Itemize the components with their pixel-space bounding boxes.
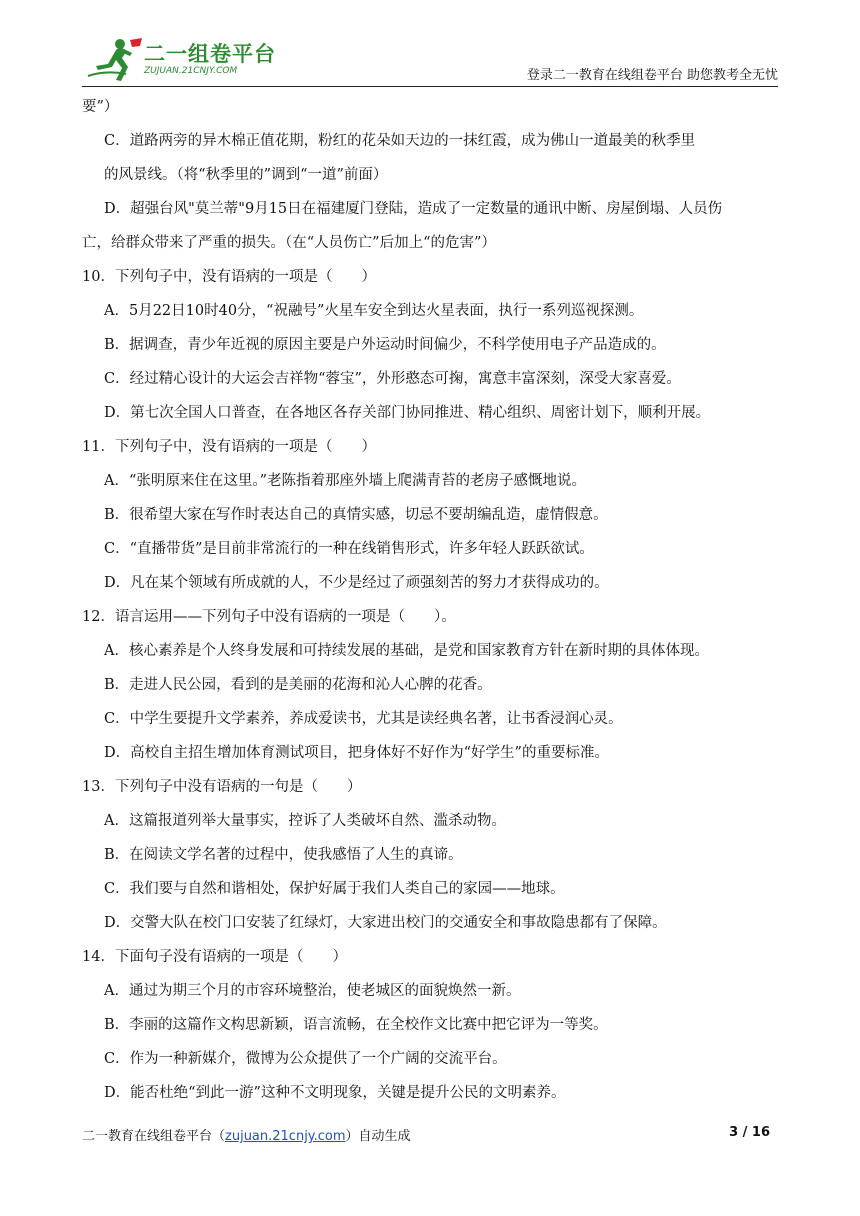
text-line: C．“直播带货”是目前非常流行的一种在线销售形式，许多年轻人跃跃欲试。 <box>104 541 594 557</box>
text-line: D．交警大队在校门口安装了红绿灯，大家进出校门的交通安全和事故隐患都有了保障。 <box>104 915 667 931</box>
text-line: C．我们要与自然和谐相处，保护好属于我们人类自己的家园——地球。 <box>104 881 565 897</box>
text-line: 10．下列句子中，没有语病的一项是（ ） <box>82 269 376 285</box>
text-line: C．道路两旁的异木棉正值花期，粉红的花朵如天边的一抹红霞，成为佛山一道最美的秋季里 <box>104 133 696 149</box>
footer-source <box>82 1125 411 1144</box>
text-line: 13．下列句子中没有语病的一句是（ ） <box>82 779 362 795</box>
text-line: B．走进人民公园，看到的是美丽的花海和沁人心脾的花香。 <box>104 677 492 693</box>
document-body <box>82 90 782 1110</box>
text-line: D．能否杜绝“到此一游”这种不文明现象，关键是提升公民的文明素养。 <box>104 1085 566 1101</box>
text-line: A．5月22日10时40分，“祝融号”火星车安全到达火星表面，执行一系列巡视探测。 <box>104 303 644 319</box>
text-line: C．经过精心设计的大运会吉祥物“蓉宝”，外形憨态可掬，寓意丰富深刻，深受大家喜爱。 <box>104 371 681 387</box>
text-line: A．这篇报道列举大量事实，控诉了人类破坏自然、滥杀动物。 <box>104 813 506 829</box>
footer-prefix: 二一教育在线组卷平台（ <box>82 1129 226 1144</box>
page-header <box>0 0 860 90</box>
logo-title: 二一组卷平台 <box>144 42 276 66</box>
logo <box>86 36 286 82</box>
header-divider <box>82 86 778 87</box>
footer-link[interactable]: zujuan.21cnjy.com <box>225 1129 346 1144</box>
page-number: 3 / 16 <box>729 1125 770 1140</box>
text-line: B．李丽的这篇作文构思新颖，语言流畅，在全校作文比赛中把它评为一等奖。 <box>104 1017 608 1033</box>
runner-logo-icon <box>86 36 146 82</box>
text-line: 要”） <box>82 99 119 115</box>
text-line: A．“张明原来住在这里。”老陈指着那座外墙上爬满青苔的老房子感慨地说。 <box>104 473 587 489</box>
text-line: 11．下列句子中，没有语病的一项是（ ） <box>82 439 376 455</box>
text-line: D．超强台风"莫兰蒂"9月15日在福建厦门登陆，造成了一定数量的通讯中断、房屋倒塌、人员伤 <box>104 201 723 217</box>
header-slogan: 登录二一教育在线组卷平台 助您教考全无忧 <box>526 68 778 83</box>
text-line: C．作为一种新媒介，微博为公众提供了一个广阔的交流平台。 <box>104 1051 507 1067</box>
text-line: A．核心素养是个人终身发展和可持续发展的基础，是党和国家教育方针在新时期的具体体现。 <box>104 643 709 659</box>
text-line: C．中学生要提升文学素养，养成爱读书，尤其是读经典名著，让书香浸润心灵。 <box>104 711 623 727</box>
text-line: A．通过为期三个月的市容环境整治，使老城区的面貌焕然一新。 <box>104 983 521 999</box>
text-line: 12．语言运用——下列句子中没有语病的一项是（ ）。 <box>82 609 456 625</box>
text-line: 亡，给群众带来了严重的损失。（在“人员伤亡”后加上“的危害”） <box>82 235 496 251</box>
text-line: B．据调查，青少年近视的原因主要是户外运动时间偏少，不科学使用电子产品造成的。 <box>104 337 666 353</box>
footer-suffix: ）自动生成 <box>345 1129 411 1144</box>
text-line: D．凡在某个领域有所成就的人，不少是经过了顽强刻苦的努力才获得成功的。 <box>104 575 609 591</box>
text-line: B．在阅读文学名著的过程中，使我感悟了人生的真谛。 <box>104 847 463 863</box>
text-line: D．高校自主招生增加体育测试项目，把身体好不好作为“好学生”的重要标准。 <box>104 745 609 761</box>
logo-subtitle: ZUJUAN.21CNJY.COM <box>144 66 238 76</box>
text-line: D．第七次全国人口普查，在各地区各存关部门协同推进、精心组织、周密计划下，顺利开展。 <box>104 405 711 421</box>
text-line: B．很希望大家在写作时表达自己的真情实感，切忌不要胡编乱造，虚情假意。 <box>104 507 608 523</box>
text-line: 的风景线。（将“秋季里的”调到“一道”前面） <box>104 167 388 183</box>
text-line: 14．下面句子没有语病的一项是（ ） <box>82 949 347 965</box>
